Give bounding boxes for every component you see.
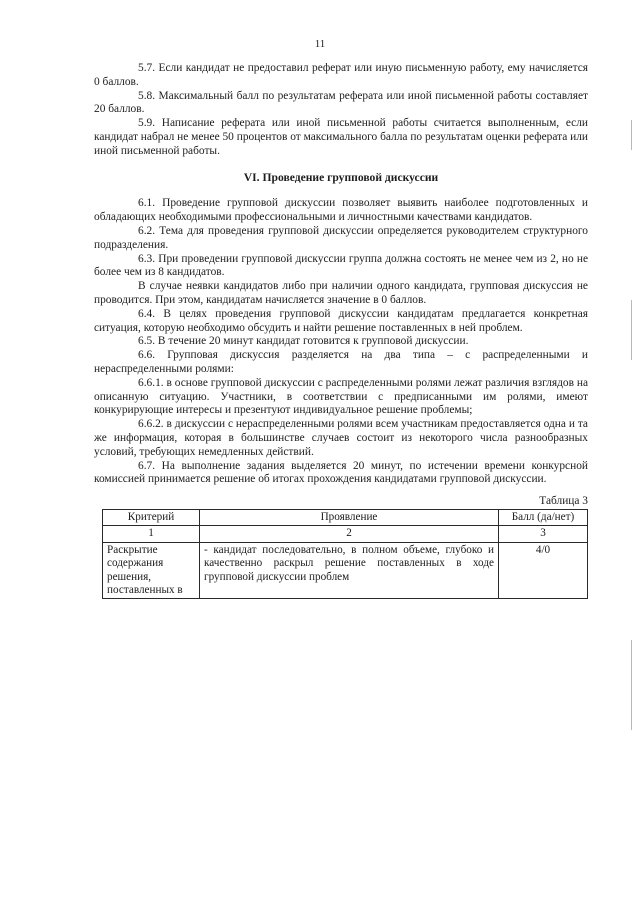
document-body [94,62,588,599]
paragraph-6-6: 6.6. Групповая дискуссия разделяется на два типа – с распределенными и нераспределенными ролями: [94,349,588,375]
paragraph-5-7: 5.7. Если кандидат не предоставил реферат или иную письменную работу, ему начисляется 0 баллов. [94,62,588,88]
score-cell: 4/0 [499,542,588,599]
table-number-row [103,526,588,542]
paragraph-5-8: 5.8. Максимальный балл по результатам реферата или иной письменной работы составляет 20 баллов. [94,89,588,116]
column-number: 2 [200,526,499,542]
paragraph-6-4: 6.4. В целях проведения групповой дискуссии кандидатам предлагается конкретная ситуация, которую необходимо обсудить и найти решение поставленных в ней проблем. [94,307,588,334]
header-manifestation: Проявление [200,509,499,525]
scan-edge-mark [631,300,632,360]
paragraph-6-2: 6.2. Тема для проведения групповой дискуссии определяется руководителем структурного подразделения. [94,224,588,251]
paragraph-6-7: 6.7. На выполнение задания выделяется 20 минут, по истечении времени конкурсной комиссией принимается решение об итогах прохождения кандидатами групповой дискуссии. [94,459,588,486]
column-number: 1 [103,526,200,542]
header-criterion: Критерий [103,509,200,525]
table-header-row [103,509,588,525]
header-score: Балл (да/нет) [499,509,588,525]
paragraph-6-5: 6.5. В течение 20 минут кандидат готовится к групповой дискуссии. [138,335,469,348]
paragraph-6-6-2: 6.6.2. в дискуссии с нераспределенными ролями всем участникам предоставляется одна и та же информация, которая в большинстве случаев состоит из некоторого числа разнообразных условий, требующих немедленных действий. [94,418,588,458]
paragraph-6-1: 6.1. Проведение групповой дискуссии позволяет выявить наиболее подготовленных и обладающих необходимыми профессиональными и личностными качествами кандидатов. [94,197,588,224]
paragraph-6-6-1: 6.6.1. в основе групповой дискуссии с распределенными ролями лежат различия взглядов на описанную ситуацию. Участники, в соответствии с предписанными им ролями, имеют конкурирующие интересы и презентуют индивидуальное решение проблемы; [94,376,588,417]
page-number: 11 [314,38,326,50]
paragraph-6-3-absence: В случае неявки кандидатов либо при наличии одного кандидата, групповая дискуссия не проводится. При этом, кандидатам начисляется значение в 0 баллов. [94,280,588,306]
paragraph-6-3: 6.3. При проведении групповой дискуссии группа должна состоять не менее чем из 2, но не более чем из 8 кандидатов. [94,252,588,279]
criteria-table [102,509,588,599]
table-row [103,542,588,599]
section-title: VI. Проведение групповой дискуссии [243,170,439,184]
column-number: 3 [499,526,588,542]
scan-edge-mark [631,120,632,150]
scan-edge-mark [631,640,632,730]
paragraph-5-9: 5.9. Написание реферата или иной письменной работы считается выполненным, если кандидат набрал не менее 50 процентов от максимального балла по результатам оценки реферата или иной письменной работы. [94,117,588,157]
table-title: Таблица 3 [539,495,588,508]
manifestation-cell: - кандидат последовательно, в полном объеме, глубоко и качественно раскрыл решение поставленных в ходе групповой дискуссии проблем [200,542,499,599]
criterion-cell: Раскрытие содержания решения, поставленных в [103,542,200,599]
